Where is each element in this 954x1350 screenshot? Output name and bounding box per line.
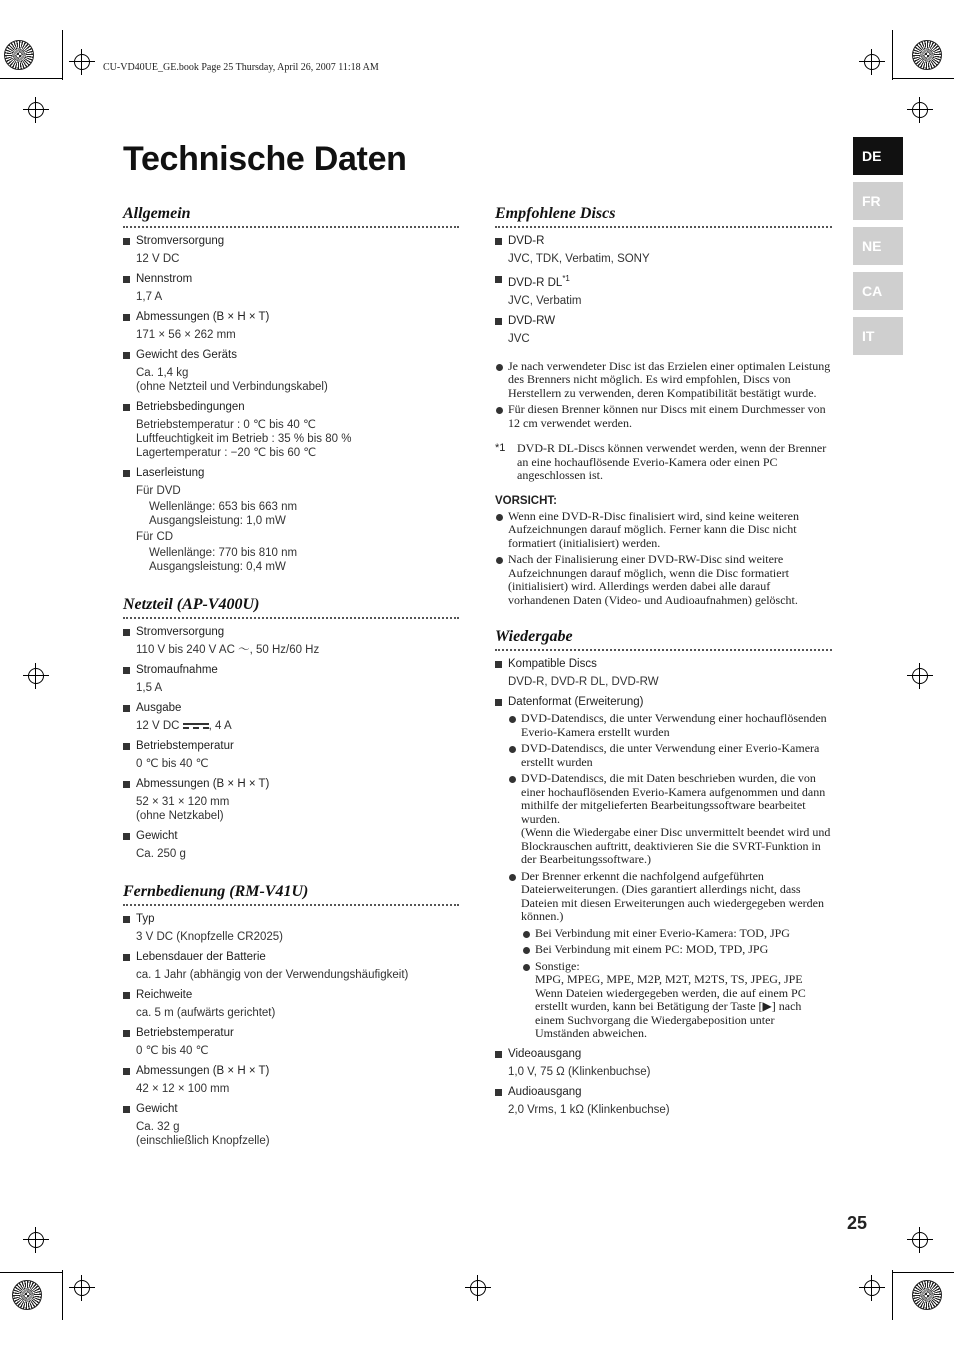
spec-item: Betriebstemperatur 0 ℃ bis 40 ℃ [123, 739, 459, 771]
registration-rosette-icon [912, 40, 942, 70]
spec-item: Stromversorgung 12 V DC [123, 234, 459, 266]
spec-item-datenformat: Datenformat (Erweiterung) [495, 695, 832, 709]
spec-item-ausgabe: Ausgabe 12 V DC , 4 A [123, 701, 459, 733]
spec-item: Kompatible Discs DVD-R, DVD-R DL, DVD-RW [495, 657, 832, 689]
list-item: DVD-Datendiscs, die unter Verwendung einer Everio-Kamera erstellt wurden [508, 742, 832, 769]
crosshair-target-icon [912, 1232, 928, 1248]
list-item: Je nach verwendeter Disc ist das Erzielen einer optimalen Leistung des Brenners nicht möglich. Es wird empfohlen, Discs von Herstellern zu verwenden, deren Kompatibilität bestätigt wurde. [495, 360, 832, 401]
spec-item: Audioausgang 2,0 Vrms, 1 kΩ (Klinkenbuchse) [495, 1085, 832, 1117]
crosshair-target-icon [28, 1232, 44, 1248]
list-item: Wenn eine DVD-R-Disc finalisiert wird, sind keine weiteren Aufzeichnungen darauf möglich. Ferner kann die Disc nicht formatiert (initialisiert) werden. [495, 510, 832, 551]
footnote: *1 DVD-R DL-Discs können verwendet werden, wenn der Brenner an eine hochauflösende Everio-Kamera oder einen PC angeschlossen ist. [495, 441, 827, 483]
datenformat-list [495, 712, 832, 1041]
spec-item: Gewicht Ca. 250 g [123, 829, 459, 861]
spec-item: Abmessungen (B × H × T) 42 × 12 × 100 mm [123, 1064, 459, 1096]
list-item: Bei Verbindung mit einem PC: MOD, TPD, JPG [522, 943, 832, 957]
section-title-fernbedienung: Fernbedienung (RM-V41U) [123, 883, 459, 906]
tab-it[interactable]: IT [853, 317, 903, 355]
right-column [495, 205, 832, 1117]
section-title-allgemein: Allgemein [123, 205, 459, 228]
section-title-discs: Empfohlene Discs [495, 205, 832, 228]
spec-item: Nennstrom 1,7 A [123, 272, 459, 304]
list-item: DVD-Datendiscs, die unter Verwendung einer hochauflösenden Everio-Kamera erstellt wurden [508, 712, 832, 739]
list-item: DVD-Datendiscs, die mit Daten beschrieben wurden, die von einer hochauflösenden Everio-Kamera aufgenommen und dann mithilfe der mitgelieferten Bearbeitungssoftware bearbeitet wurden. (Wenn die Wiedergabe einer Disc unvermittelt beendet wird und Blockrauschen auftritt, deaktivieren Sie die SVRT-Funktion in der Bearbeitungssoftware.) [508, 772, 832, 867]
tab-fr[interactable]: FR [853, 182, 903, 220]
spec-item: Typ 3 V DC (Knopfzelle CR2025) [123, 912, 459, 944]
crosshair-target-icon [28, 668, 44, 684]
caution-list [495, 510, 832, 608]
page-title: Technische Daten [123, 140, 407, 178]
crosshair-target-icon [912, 102, 928, 118]
crosshair-target-icon [28, 102, 44, 118]
list-item: Sonstige: MPG, MPEG, MPE, M2P, M2T, M2TS, TS, JPEG, JPE Wenn Dateien wiedergegeben werden, die auf einem PC erstellt wurden, kann bei Betätigung der Taste [▶] nach einem Suchvorgang die Wiedergabeposition unter Umständen abweichen. [522, 960, 832, 1041]
tab-de[interactable]: DE [853, 137, 903, 175]
crosshair-target-icon [864, 1280, 880, 1296]
spec-item: Abmessungen (B × H × T) 171 × 56 × 262 mm [123, 310, 459, 342]
page-number: 25 [847, 1213, 868, 1233]
crosshair-target-icon [912, 668, 928, 684]
spec-item: DVD-RW JVC [495, 314, 832, 346]
crosshair-target-icon [864, 54, 880, 70]
registration-rosette-icon [912, 1280, 942, 1310]
tab-ne[interactable]: NE [853, 227, 903, 265]
spec-item: Lebensdauer der Batterie ca. 1 Jahr (abhängig von der Verwendungshäufigkeit) [123, 950, 459, 982]
spec-item: Betriebstemperatur 0 ℃ bis 40 ℃ [123, 1026, 459, 1058]
crosshair-target-icon [74, 54, 90, 70]
spec-item: Videoausgang 1,0 V, 75 Ω (Klinkenbuchse) [495, 1047, 832, 1079]
spec-item: Reichweite ca. 5 m (aufwärts gerichtet) [123, 988, 459, 1020]
registration-rosette-icon [4, 40, 34, 70]
spec-item: Gewicht des Geräts Ca. 1,4 kg (ohne Netzteil und Verbindungskabel) [123, 348, 459, 394]
spec-item-laser: Laserleistung Für DVD Wellenlänge: 653 bis 663 nm Ausgangsleistung: 1,0 mW Für CD Wellenlänge: 770 bis 810 nm Ausgangsleistung: 0,4 mW [123, 466, 459, 574]
spec-item: Stromversorgung 110 V bis 240 V AC ～, 50 Hz/60 Hz [123, 625, 459, 657]
spec-item: DVD-R JVC, TDK, Verbatim, SONY [495, 234, 832, 266]
crosshair-target-icon [74, 1280, 90, 1296]
list-item: Bei Verbindung mit einer Everio-Kamera: TOD, JPG [522, 927, 832, 941]
spec-item: Abmessungen (B × H × T) 52 × 31 × 120 mm (ohne Netzkabel) [123, 777, 459, 823]
disc-notes [495, 360, 832, 431]
caution-title: VORSICHT: [495, 494, 557, 507]
dc-symbol-icon [183, 722, 209, 730]
print-header: CU-VD40UE_GE.book Page 25 Thursday, April 26, 2007 11:18 AM [103, 62, 379, 73]
section-title-netzteil: Netzteil (AP-V400U) [123, 596, 459, 619]
tab-ca[interactable]: CA [853, 272, 903, 310]
spec-item: DVD-R DL$^{*1}$ JVC, Verbatim [495, 272, 832, 308]
language-tabs [853, 137, 903, 362]
list-item: Der Brenner erkennt die nachfolgend aufgeführten Dateierweiterungen. (Dies garantiert allerdings nicht, dass Dateien mit diesen Erweiterungen auch wiedergegeben werden können.) [508, 870, 832, 924]
registration-rosette-icon [12, 1280, 42, 1310]
list-item: Für diesen Brenner können nur Discs mit einem Durchmesser von 12 cm verwendet werden. [495, 403, 832, 430]
spec-item: Betriebsbedingungen Betriebstemperatur : 0 ℃ bis 40 ℃ Luftfeuchtigkeit im Betrieb : 35 % bis 80 % Lagertemperatur : −20 ℃ bis 60 ℃ [123, 400, 459, 460]
list-item: Nach der Finalisierung einer DVD-RW-Disc sind weitere Aufzeichnungen darauf möglich, wenn die Disc formatiert (initialisiert) wird. Allerdings werden dabei alle darauf vorhandenen Daten (Video- und Audioaufnahmen) gelöscht. [495, 553, 832, 607]
spec-item: Stromaufnahme 1,5 A [123, 663, 459, 695]
spec-item: Gewicht Ca. 32 g (einschließlich Knopfzelle) [123, 1102, 459, 1148]
section-title-wiedergabe: Wiedergabe [495, 628, 832, 651]
crosshair-target-icon [470, 1280, 486, 1296]
left-column [123, 205, 459, 1148]
